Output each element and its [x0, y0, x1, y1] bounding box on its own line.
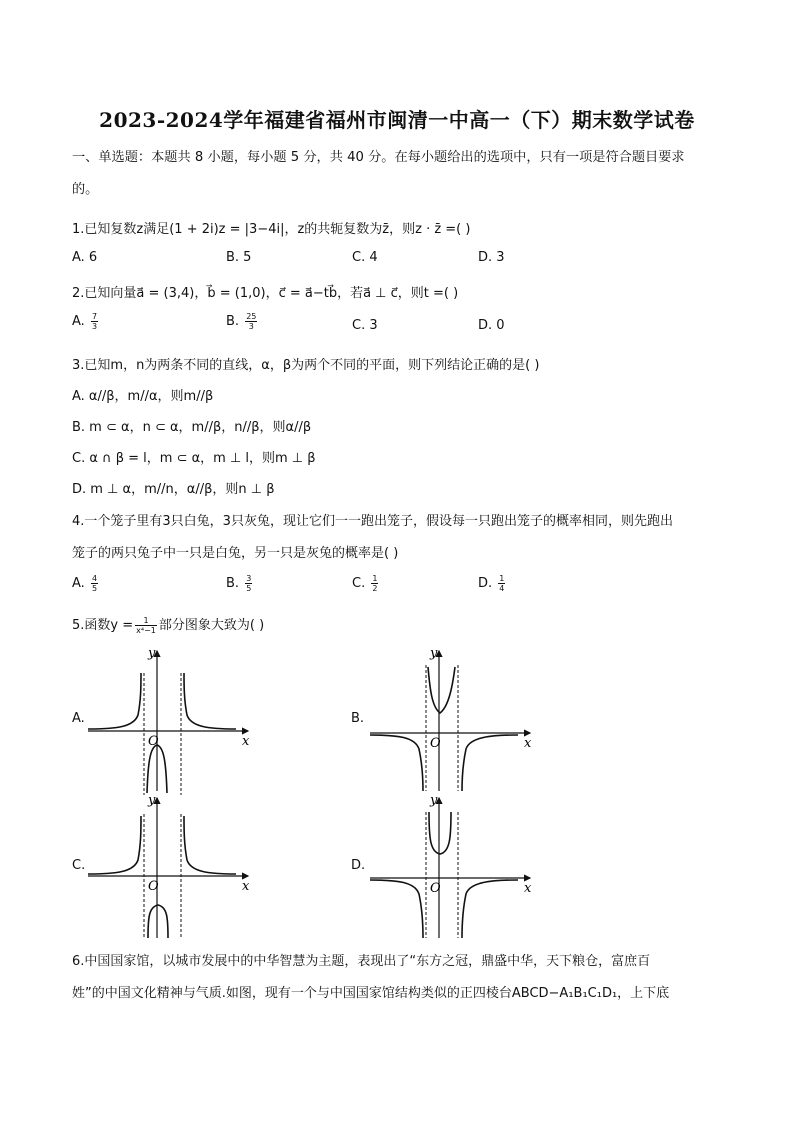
q4-option-c-fraction: $\frac{1}{2}$ — [372, 574, 378, 593]
q1-option-d: D. 3 — [478, 250, 505, 265]
graph-d — [368, 792, 538, 942]
graph-c-curve-middle — [148, 905, 168, 938]
graph-d-curve-left — [370, 880, 423, 938]
q4-option-d-fraction: $\frac{1}{4}$ — [499, 574, 505, 593]
q3-option-a: A. α//β，m//α，则m//β — [72, 389, 214, 404]
q2-option-c: C. 3 — [352, 318, 378, 333]
graph-b-y-label: y — [430, 646, 438, 661]
graph-b-curve-left — [370, 735, 423, 791]
question-6-line1: 6.中国国家馆，以城市发展中的中华智慧为主题，表现出了“东方之冠，鼎盛中华，天下粮仓，富庶百 — [72, 954, 651, 969]
graph-a-curve-right — [184, 673, 236, 729]
graph-d-label: D. — [351, 858, 366, 873]
q2-option-a-letter: A. — [72, 314, 85, 329]
q2-option-a — [72, 312, 100, 331]
q4-option-a: A. $\frac{4}{5}$ — [72, 574, 98, 593]
question-6-line2: 姓”的中国文化精神与气质.如图，现有一个与中国国家馆结构类似的正四棱台ABCD−A₁B₁C₁D₁，上下底 — [72, 986, 670, 1001]
graph-a — [86, 645, 256, 795]
question-5-stem: 5.函数y = $\frac{1}{\text{x⁴−1}}$ 部分图象大致为( ) — [72, 616, 265, 635]
q4-option-c: C. $\frac{1}{2}$ — [352, 574, 378, 593]
section-heading-line1: 一、单选题：本题共 8 小题，每小题 5 分，共 40 分。在每小题给出的选项中，只有一项是符合题目要求 — [72, 150, 685, 165]
q1-option-c: C. 4 — [352, 250, 378, 265]
q1-option-b: B. 5 — [226, 250, 252, 265]
graph-b-origin: O — [430, 736, 441, 751]
graph-a-y-label: y — [148, 646, 156, 661]
q2-option-b-letter: B. — [226, 314, 240, 329]
question-1-stem: 1.已知复数z满足(1 + 2i)z = |3−4i|，z的共轭复数为z̄，则z · z̄ =( ) — [72, 222, 471, 237]
graph-a-label: A. — [72, 711, 85, 726]
page-title: 2023-2024学年福建省福州市闽清一中高一（下）期末数学试卷 — [99, 108, 695, 132]
q4-option-a-fraction: $\frac{4}{5}$ — [91, 574, 98, 593]
graph-a-x-label: x — [242, 734, 250, 749]
graph-c-y-label: y — [148, 793, 156, 808]
q5-function-fraction: $\frac{1}{\text{x⁴−1}}$ — [136, 616, 156, 635]
question-4-stem-line2: 笼子的两只兔子中一只是白兔，另一只是灰兔的概率是( ) — [72, 546, 399, 561]
q3-option-d: D. m ⊥ α，m//n，α//β，则n ⊥ β — [72, 482, 275, 497]
section-heading-line2: 的。 — [72, 182, 99, 197]
graph-b-curve-middle — [428, 667, 455, 713]
graph-c-curve-left — [88, 816, 141, 874]
question-3-stem: 3.已知m，n为两条不同的直线，α，β为两个不同的平面，则下列结论正确的是( ) — [72, 358, 540, 373]
graph-c-label: C. — [72, 858, 86, 873]
q3-option-b: B. m ⊂ α，n ⊂ α，m//β，n//β，则α//β — [72, 420, 312, 435]
graph-c-origin: O — [148, 879, 159, 894]
q4-option-d: D. $\frac{1}{4}$ — [478, 574, 505, 593]
graph-b-curve-right — [462, 735, 518, 791]
q3-option-c: C. α ∩ β = l，m ⊂ α，m ⊥ l，则m ⊥ β — [72, 451, 316, 466]
q2-option-d: D. 0 — [478, 318, 505, 333]
q2-option-a-fraction: $\frac{7}{3}$ — [91, 312, 98, 331]
graph-b-label: B. — [351, 711, 365, 726]
q4-option-b: B. $\frac{3}{5}$ — [226, 574, 252, 593]
q4-option-b-fraction: $\frac{3}{5}$ — [246, 574, 252, 593]
graph-d-curve-middle — [429, 812, 451, 854]
graph-d-origin: O — [430, 881, 441, 896]
graph-a-curve-left — [88, 673, 141, 729]
graph-b-x-label: x — [524, 736, 532, 751]
graph-d-y-label: y — [430, 793, 438, 808]
q1-option-a: A. 6 — [72, 250, 98, 265]
question-2-stem: 2.已知向量a⃗ = (3,4)，b⃗ = (1,0)，c⃗ = a⃗−tb⃗，若a⃗ ⊥ c⃗，则t =( ) — [72, 286, 459, 301]
graph-c-curve-right — [184, 816, 236, 874]
graph-a-origin: O — [148, 734, 159, 749]
question-4-stem-line1: 4.一个笼子里有3只白兔，3只灰兔，现让它们一一跑出笼子，假设每一只跑出笼子的概率相同，则先跑出 — [72, 514, 673, 529]
graph-d-curve-right — [462, 880, 518, 938]
graph-c — [86, 792, 256, 942]
q2-option-b-fraction: $\frac{25}{3}$ — [246, 312, 257, 331]
graph-d-x-label: x — [524, 881, 532, 896]
graph-b — [368, 645, 538, 795]
q2-option-b — [226, 312, 259, 331]
graph-c-x-label: x — [242, 879, 250, 894]
